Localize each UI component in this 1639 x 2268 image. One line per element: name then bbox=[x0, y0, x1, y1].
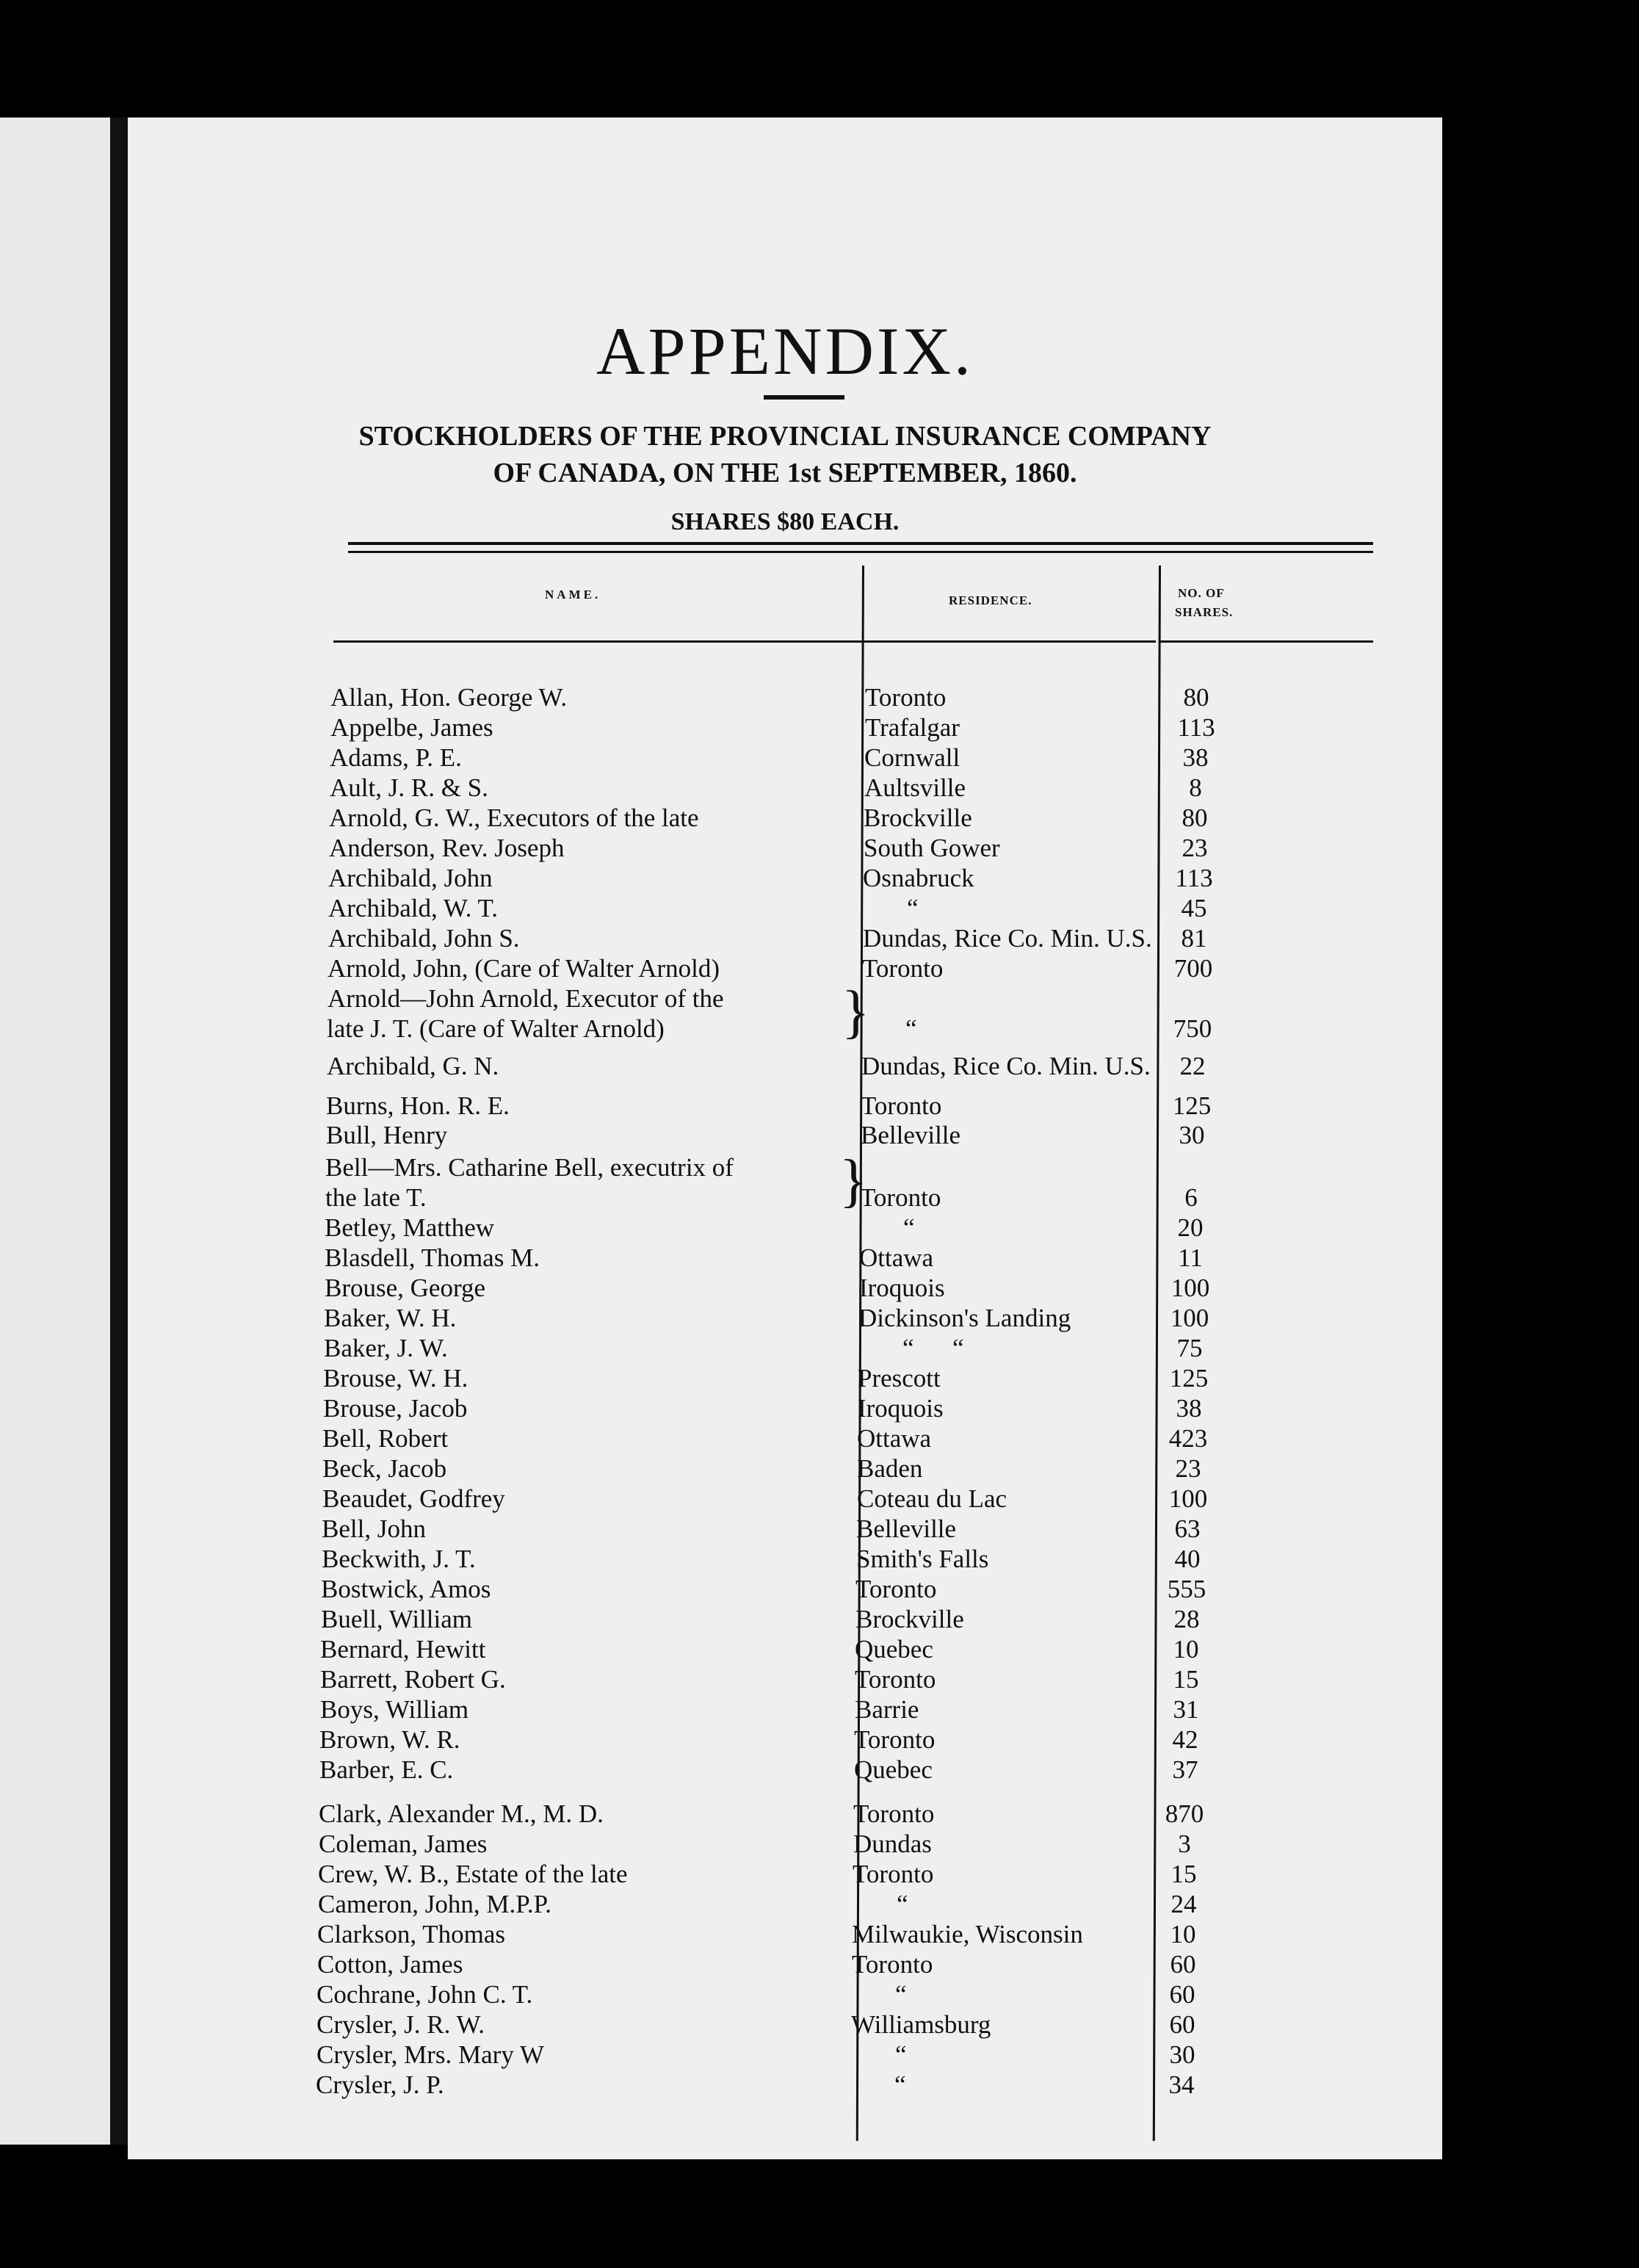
subtitle-line-1: STOCKHOLDERS OF THE PROVINCIAL INSURANCE COMPANY bbox=[358, 421, 1212, 452]
share-count: 28 bbox=[1173, 1605, 1200, 1633]
stockholder-residence: Quebec bbox=[854, 1755, 933, 1784]
shares-note: SHARES $80 EACH. bbox=[670, 508, 900, 535]
stockholder-residence: Baden bbox=[857, 1454, 923, 1483]
table-row bbox=[319, 1830, 1369, 1859]
stockholder-residence: Toronto bbox=[852, 1950, 933, 1979]
stockholder-residence: Toronto bbox=[861, 1091, 942, 1120]
stockholder-name: Crysler, J. P. bbox=[316, 2070, 444, 2099]
share-count: 38 bbox=[1176, 1394, 1202, 1423]
share-count: 10 bbox=[1173, 1635, 1199, 1664]
share-count: 22 bbox=[1179, 1052, 1206, 1080]
stockholder-name: Buell, William bbox=[321, 1605, 472, 1633]
stockholder-residence: South Gower bbox=[864, 834, 1000, 862]
stockholder-name: Blasdell, Thomas M. bbox=[325, 1243, 540, 1272]
column-header-name: NAME. bbox=[545, 588, 601, 602]
share-count: 80 bbox=[1182, 803, 1208, 832]
share-count: 30 bbox=[1179, 1121, 1205, 1149]
stockholder-residence: “ bbox=[905, 1014, 917, 1043]
share-count: 10 bbox=[1170, 1920, 1196, 1949]
share-count: 80 bbox=[1183, 683, 1209, 712]
residence-header-underline bbox=[862, 640, 1156, 643]
share-count: 60 bbox=[1169, 2010, 1195, 2039]
share-count: 100 bbox=[1170, 1304, 1209, 1332]
subtitle-line-2: OF CANADA, ON THE 1st SEPTEMBER, 1860. bbox=[493, 458, 1077, 488]
stockholder-residence: Cornwall bbox=[864, 743, 960, 772]
share-count: 20 bbox=[1177, 1213, 1204, 1242]
stockholder-name: Arnold, John, (Care of Walter Arnold) bbox=[328, 954, 720, 983]
stockholder-name: Baker, W. H. bbox=[324, 1304, 457, 1332]
entry-brace: } bbox=[839, 1149, 868, 1213]
stockholder-residence: Toronto bbox=[855, 1665, 936, 1694]
stockholder-residence: Toronto bbox=[862, 954, 944, 983]
header-rule-top bbox=[348, 542, 1373, 545]
share-count: 113 bbox=[1177, 713, 1215, 742]
table-row bbox=[321, 1575, 1371, 1604]
share-count: 81 bbox=[1181, 924, 1207, 953]
stockholder-name: Archibald, W. T. bbox=[328, 894, 499, 922]
table-row bbox=[318, 1860, 1368, 1889]
stockholder-residence: “ bbox=[907, 894, 919, 922]
stockholder-residence: Iroquois bbox=[858, 1394, 944, 1423]
stockholder-name: Cameron, John, M.P.P. bbox=[318, 1890, 551, 1918]
stockholder-residence: Ottawa bbox=[857, 1424, 932, 1453]
stockholder-residence: Dickinson's Landing bbox=[858, 1304, 1071, 1332]
share-count: 700 bbox=[1173, 954, 1213, 983]
column-header-shares-2: SHARES. bbox=[1175, 605, 1234, 619]
table-row bbox=[323, 1394, 1373, 1423]
stockholder-name: Archibald, John bbox=[328, 864, 493, 892]
stockholder-residence: “ “ bbox=[902, 1334, 964, 1362]
table-row bbox=[328, 864, 1378, 893]
stockholder-name: Beckwith, J. T. bbox=[322, 1545, 476, 1573]
table-row bbox=[330, 743, 1380, 773]
stockholder-residence: “ bbox=[897, 1890, 908, 1918]
stockholder-residence: Dundas bbox=[853, 1830, 932, 1858]
table-row bbox=[319, 1725, 1370, 1755]
share-count: 555 bbox=[1167, 1575, 1206, 1603]
table-row bbox=[328, 894, 1378, 923]
share-count: 15 bbox=[1171, 1860, 1197, 1888]
stockholder-name: late J. T. (Care of Walter Arnold) bbox=[327, 1014, 665, 1043]
share-count: 42 bbox=[1172, 1725, 1198, 1754]
table-row bbox=[325, 1213, 1375, 1243]
table-row bbox=[327, 1052, 1377, 1081]
entry-brace: } bbox=[842, 980, 870, 1044]
stockholder-residence: “ bbox=[903, 1213, 915, 1242]
share-count: 34 bbox=[1168, 2070, 1195, 2099]
table-row bbox=[316, 2040, 1367, 2070]
stockholder-name: Betley, Matthew bbox=[325, 1213, 495, 1242]
table-row bbox=[321, 1605, 1371, 1634]
share-count: 38 bbox=[1182, 743, 1209, 772]
stockholder-residence: Trafalgar bbox=[865, 713, 960, 742]
share-count: 63 bbox=[1174, 1514, 1201, 1543]
share-count: 23 bbox=[1182, 834, 1208, 862]
table-row bbox=[326, 1121, 1376, 1150]
share-count: 870 bbox=[1165, 1799, 1204, 1828]
share-count: 60 bbox=[1170, 1950, 1196, 1979]
stockholder-name: Bull, Henry bbox=[326, 1121, 448, 1149]
stockholder-residence: Brockville bbox=[864, 803, 972, 832]
share-count: 100 bbox=[1168, 1484, 1208, 1513]
stockholder-residence: Iroquois bbox=[859, 1274, 945, 1302]
stockholder-name: Allan, Hon. George W. bbox=[330, 683, 568, 712]
share-count: 11 bbox=[1178, 1243, 1203, 1272]
left-page-edge bbox=[0, 118, 110, 2145]
stockholder-residence: Smith's Falls bbox=[856, 1545, 989, 1573]
share-count: 40 bbox=[1174, 1545, 1201, 1573]
stockholder-name: Crew, W. B., Estate of the late bbox=[318, 1860, 628, 1888]
table-row bbox=[324, 1334, 1374, 1363]
stockholder-name: Bostwick, Amos bbox=[321, 1575, 491, 1603]
table-row bbox=[316, 2070, 1366, 2100]
table-row bbox=[320, 1665, 1370, 1694]
table-row bbox=[322, 1484, 1372, 1514]
share-count: 100 bbox=[1171, 1274, 1210, 1302]
stockholder-residence: Dundas, Rice Co. Min. U.S. bbox=[861, 1052, 1151, 1080]
document-page bbox=[128, 118, 1442, 2159]
table-row bbox=[323, 1364, 1373, 1393]
table-row bbox=[322, 1424, 1372, 1453]
table-row bbox=[316, 2010, 1367, 2040]
share-count: 31 bbox=[1173, 1695, 1199, 1724]
name-header-underline bbox=[333, 640, 862, 643]
share-count: 30 bbox=[1169, 2040, 1195, 2069]
table-row bbox=[324, 1304, 1374, 1333]
table-row bbox=[330, 683, 1381, 712]
stockholder-name: Bell, Robert bbox=[322, 1424, 449, 1453]
stockholder-name: Beck, Jacob bbox=[322, 1454, 447, 1483]
stockholder-name: Arnold—John Arnold, Executor of the bbox=[328, 984, 724, 1013]
table-row bbox=[319, 1799, 1369, 1829]
share-count: 423 bbox=[1168, 1424, 1208, 1453]
stockholder-name: Crysler, J. R. W. bbox=[316, 2010, 485, 2039]
share-count: 37 bbox=[1172, 1755, 1198, 1784]
table-row bbox=[316, 1980, 1367, 2009]
stockholder-residence: Belleville bbox=[856, 1514, 957, 1543]
share-count: 3 bbox=[1178, 1830, 1191, 1858]
column-header-residence: RESIDENCE. bbox=[949, 593, 1032, 607]
stockholder-residence: Milwaukie, Wisconsin bbox=[852, 1920, 1083, 1949]
stockholder-name: Anderson, Rev. Joseph bbox=[329, 834, 565, 862]
share-count: 750 bbox=[1173, 1014, 1212, 1043]
shares-header-underline bbox=[1159, 640, 1373, 643]
stockholder-residence: Belleville bbox=[861, 1121, 961, 1149]
stockholder-residence: Ottawa bbox=[859, 1243, 934, 1272]
stockholder-residence: Barrie bbox=[855, 1695, 919, 1724]
share-count: 8 bbox=[1189, 773, 1202, 802]
stockholder-name: Brown, W. R. bbox=[319, 1725, 460, 1754]
stockholder-name: Cotton, James bbox=[317, 1950, 463, 1979]
stockholder-name: Coleman, James bbox=[319, 1830, 488, 1858]
title-rule bbox=[764, 395, 844, 400]
stockholder-residence: “ bbox=[894, 2070, 906, 2099]
table-row bbox=[320, 1695, 1370, 1725]
table-row bbox=[322, 1545, 1372, 1574]
share-count: 125 bbox=[1172, 1091, 1212, 1120]
stockholder-name: Barrett, Robert G. bbox=[320, 1665, 506, 1694]
stockholder-residence: “ bbox=[895, 1980, 907, 2009]
table-row bbox=[330, 713, 1381, 743]
stockholder-name: Crysler, Mrs. Mary W bbox=[316, 2040, 544, 2069]
table-row bbox=[325, 1274, 1375, 1303]
stockholder-name: the late T. bbox=[325, 1183, 427, 1212]
stockholder-residence: “ bbox=[895, 2040, 907, 2069]
stockholder-name: Bell—Mrs. Catharine Bell, executrix of bbox=[325, 1153, 734, 1182]
stockholder-residence: Osnabruck bbox=[863, 864, 974, 892]
stockholder-name: Bell, John bbox=[322, 1514, 426, 1543]
stockholder-residence: Williamsburg bbox=[851, 2010, 991, 2039]
table-row bbox=[326, 1091, 1376, 1121]
share-count: 125 bbox=[1169, 1364, 1209, 1393]
header-rule-bottom bbox=[348, 551, 1373, 553]
stockholder-name: Cochrane, John C. T. bbox=[316, 1980, 533, 2009]
stockholder-name: Bernard, Hewitt bbox=[320, 1635, 486, 1664]
stockholder-name: Baker, J. W. bbox=[324, 1334, 448, 1362]
stockholder-name: Barber, E. C. bbox=[319, 1755, 454, 1784]
stockholder-name: Brouse, W. H. bbox=[323, 1364, 468, 1393]
stockholder-residence: Toronto bbox=[855, 1575, 937, 1603]
stockholder-residence: Toronto bbox=[854, 1725, 936, 1754]
page-title: APPENDIX. bbox=[596, 314, 974, 389]
stockholder-name: Clarkson, Thomas bbox=[317, 1920, 506, 1949]
table-row bbox=[330, 773, 1380, 803]
share-count: 75 bbox=[1176, 1334, 1203, 1362]
stockholder-name: Beaudet, Godfrey bbox=[322, 1484, 505, 1513]
share-count: 113 bbox=[1175, 864, 1213, 892]
table-row bbox=[320, 1635, 1370, 1664]
stockholder-residence: Dundas, Rice Co. Min. U.S. bbox=[863, 924, 1152, 953]
table-row bbox=[322, 1514, 1372, 1544]
stockholder-residence: Quebec bbox=[855, 1635, 933, 1664]
stockholder-name: Archibald, John S. bbox=[328, 924, 520, 953]
stockholder-name: Arnold, G. W., Executors of the late bbox=[329, 803, 699, 832]
stockholder-name: Ault, J. R. & S. bbox=[330, 773, 488, 802]
table-row bbox=[319, 1755, 1370, 1785]
table-row bbox=[328, 924, 1378, 953]
stockholder-residence: Toronto bbox=[853, 1799, 935, 1828]
table-row bbox=[317, 1920, 1367, 1949]
table-row bbox=[317, 1950, 1367, 1979]
stockholder-name: Boys, William bbox=[320, 1695, 469, 1724]
page-gutter bbox=[110, 118, 128, 2145]
table-row bbox=[329, 803, 1379, 833]
stockholder-residence: Toronto bbox=[853, 1860, 934, 1888]
table-row bbox=[328, 954, 1378, 983]
column-header-shares-1: NO. OF bbox=[1178, 586, 1225, 600]
stockholder-residence: Aultsville bbox=[864, 773, 966, 802]
share-count: 24 bbox=[1171, 1890, 1197, 1918]
stockholder-name: Adams, P. E. bbox=[330, 743, 462, 772]
share-count: 6 bbox=[1184, 1183, 1198, 1212]
stockholder-name: Appelbe, James bbox=[330, 713, 493, 742]
stockholder-name: Clark, Alexander M., M. D. bbox=[319, 1799, 604, 1828]
stockholder-name: Brouse, George bbox=[325, 1274, 486, 1302]
share-count: 45 bbox=[1181, 894, 1207, 922]
stockholder-residence: Toronto bbox=[865, 683, 947, 712]
share-count: 60 bbox=[1169, 1980, 1195, 2009]
stockholder-name: Burns, Hon. R. E. bbox=[326, 1091, 510, 1120]
table-row bbox=[325, 1243, 1375, 1273]
share-count: 15 bbox=[1173, 1665, 1199, 1694]
table-row bbox=[329, 834, 1379, 863]
stockholder-name: Brouse, Jacob bbox=[323, 1394, 468, 1423]
stockholder-name: Archibald, G. N. bbox=[327, 1052, 499, 1080]
stockholder-residence: Prescott bbox=[858, 1364, 941, 1393]
stockholder-residence: Coteau du Lac bbox=[857, 1484, 1007, 1513]
table-row bbox=[322, 1454, 1372, 1484]
table-row bbox=[318, 1890, 1368, 1919]
share-count: 23 bbox=[1175, 1454, 1201, 1483]
stockholder-residence: Brockville bbox=[855, 1605, 964, 1633]
stockholder-residence: Toronto bbox=[860, 1183, 941, 1212]
